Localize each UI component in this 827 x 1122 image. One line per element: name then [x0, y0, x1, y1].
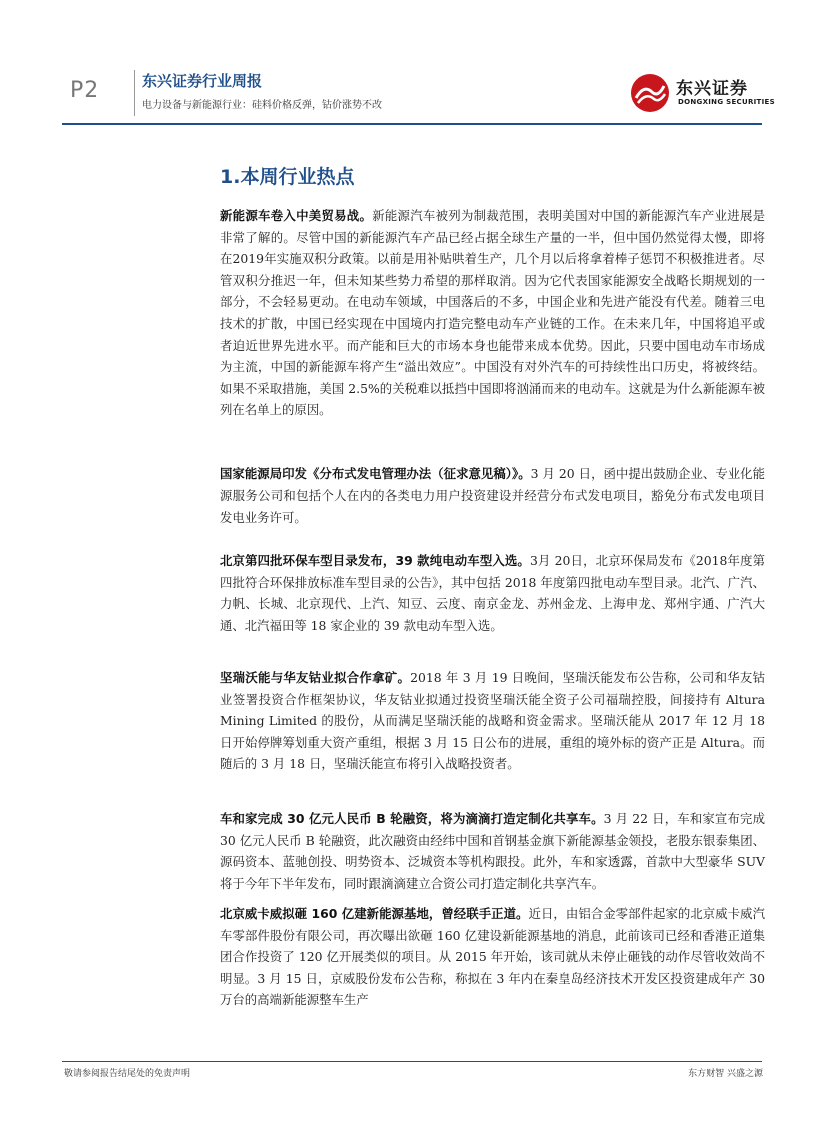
paragraph-lead: 北京第四批环保车型目录发布，39 款纯电动车型入选。: [220, 553, 530, 568]
footer-disclaimer: 敬请参阅报告结尾处的免责声明: [64, 1069, 191, 1079]
paragraph-body: 3 月 20 日，函中提出鼓励企业、专业化能源服务公司和包括个人在内的各类电力用户投资建设并经营分布式发电项目，豁免分布式发电项目发电业务许可。: [220, 466, 765, 525]
paragraph-lead: 坚瑞沃能与华友钴业拟合作拿矿。: [220, 670, 411, 685]
paragraph-lead: 北京威卡威拟砸 160 亿建新能源基地，曾经联手正道。: [220, 906, 529, 921]
news-paragraph: [220, 463, 765, 529]
report-subtitle: 电力设备与新能源行业：硅料价格反弹，钴价涨势不改: [142, 100, 382, 111]
page-number: P2: [70, 78, 100, 103]
paragraph-body: 2018 年 3 月 19 日晚间，坚瑞沃能发布公告称，公司和华友钴业签署投资合作框架协议，华友钴业拟通过投资坚瑞沃能全资子公司福瑞控股，间接持有 Altura Mining Limited 的股份，从而满足坚瑞沃能的战略和资金需求。坚瑞沃能从 2017 年 12 月 18 日开始停牌筹划重大资产重组，根据 3 月 15 日公布的进展，重组的境外标的资产正是 Altura。而随后的 3 月 18 日，坚瑞沃能宣布将引入战略投资者。: [220, 670, 765, 772]
header-divider: [134, 70, 135, 116]
news-paragraph: [220, 550, 765, 636]
footer-slogan: 东方财智 兴盛之源: [688, 1069, 763, 1079]
logo-name-cn: 东兴证券: [676, 79, 748, 99]
paragraph-lead: 国家能源局印发《分布式发电管理办法（征求意见稿）》。: [220, 466, 531, 481]
paragraph-lead: 新能源车卷入中美贸易战。: [220, 208, 373, 223]
paragraph-body: 近日，由铝合金零部件起家的北京威卡威汽车零部件股份有限公司，再次曝出欲砸 160 亿建设新能源基地的消息，此前该司已经和香港正道集团合作投资了 120 亿开展类似的项目。从 2015 年开始，该司就从未停止砸钱的动作尽管收效尚不明显。3 月 15 日，京威股份发布公告称，称拟在 3 年内在秦皇岛经济技术开发区投资建成年产 30 万台的高端新能源整车生产: [220, 906, 766, 1008]
paragraph-lead: 车和家完成 30 亿元人民币 B 轮融资，将为滴滴打造定制化共享车。: [220, 811, 604, 826]
report-title: 东兴证券行业周报: [142, 72, 263, 90]
news-paragraph: [220, 903, 765, 1011]
section-title: 1.本周行业热点: [220, 166, 355, 188]
paragraph-body: 3 月 22 日，车和家宣布完成 30 亿元人民币 B 轮融资，此次融资由经纬中国和首钢基金旗下新能源基金领投，老股东银泰集团、源码资本、蓝驰创投、明势资本、泛城资本等机构跟投。此外，车和家透露，首款中大型豪华 SUV 将于今年下半年发布，同时跟滴滴建立合资公司打造定制化共享汽车。: [220, 811, 765, 891]
paragraph-body: 新能源汽车被列为制裁范围，表明美国对中国的新能源汽车产业进展是非常了解的。尽管中国的新能源汽车产品已经占据全球生产量的一半，但中国仍然觉得太慢，即将在2019年实施双积分政策。以前是用补贴哄着生产，几个月以后将拿着棒子惩罚不积极推进者。尽管双积分推迟一年，但未知某些势力希望的那样取消。因为它代表国家能源安全战略长期规划的一部分，不会轻易更动。在电动车领域，中国落后的不多，中国企业和先进产能没有代差。随着三电技术的扩散，中国已经实现在中国境内打造完整电动车产业链的工作。在未来几年，中国将追平或者迫近世界先进水平。而产能和巨大的市场本身也能带来成本优势。因此，只要中国电动车市场成为主流，中国的新能源车将产生“溢出效应”。中国没有对外汽车的可持续性出口历史，将被终结。如果不采取措施，美国 2.5%的关税难以抵挡中国即将汹涌而来的电动车。这就是为什么新能源车被列在名单上的原因。: [220, 208, 766, 418]
news-paragraph: [220, 205, 765, 421]
news-paragraph: [220, 667, 765, 775]
header-rule: [62, 123, 762, 125]
footer-rule: [62, 1061, 762, 1062]
news-paragraph: [220, 808, 765, 894]
logo-name-en: DONGXING SECURITIES: [678, 98, 775, 106]
paragraph-body: 3月 20日，北京环保局发布《2018年度第四批符合环保排放标准车型目录的公告》，其中包括 2018 年度第四批电动车型目录。北汽、广汽、力帆、长城、北京现代、上汽、知豆、云度、南京金龙、苏州金龙、上海申龙、郑州宇通、广汽大通、北汽福田等 18 家企业的 39 款电动车型入选。: [220, 553, 766, 633]
